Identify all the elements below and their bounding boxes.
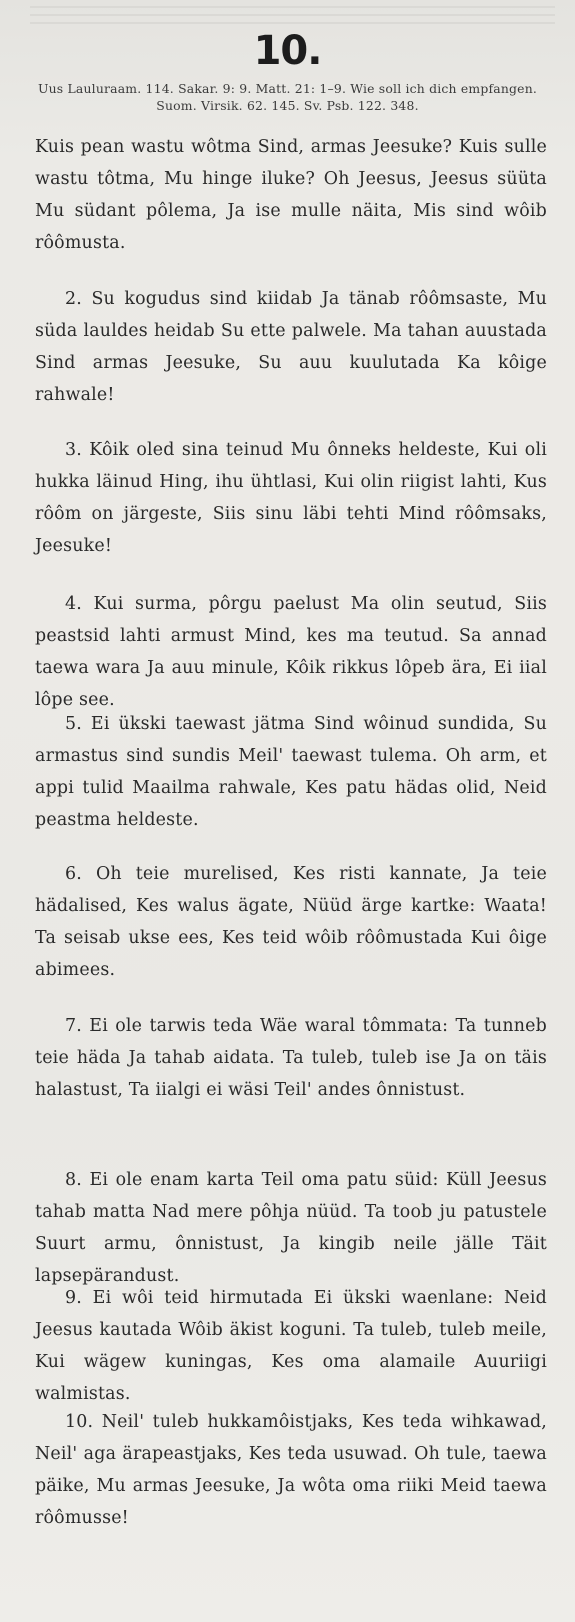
verse-number: 10. [65,1412,94,1432]
hymn-number: 10. [253,28,322,74]
verse-text: Kuis pean wastu wôtma Sind, armas Jeesuke? Kuis sulle wastu tôtma, Mu hinge iluke? Oh Jeesus, Jeesus süüta Mu südant pôlema, Ja ise mulle näita, Mis sind wôib rôômusta. [35,137,547,253]
hymn-references: Uus Lauluraam. 114. Sakar. 9: 9. Matt. 21: 1–9. Wie soll ich dich empfangen. Suom. Virsik. 62. 145. Sv. Psb. 122. 348. [37,81,538,113]
verse-10 [35,1406,547,1534]
verse-number: 5. [65,714,82,734]
verse-number: 8. [65,1170,82,1190]
verse-text: Oh teie murelised, Kes risti kannate, Ja teie hädalised, Kes walus ägate, Nüüd ärge kartke: Waata! Ta seisab ukse ees, Kes teid wôib rôômustada Kui ôige abimees. [35,864,547,980]
verse-8 [35,1164,547,1292]
verse-text: Ei ole tarwis teda Wäe waral tômmata: Ta tunneb teie häda Ja tahab aidata. Ta tuleb, tuleb ise Ja on täis halastust, Ta iialgi ei wäsi Teil' andes ônnistust. [35,1016,547,1100]
verse-text: Ei ükski taewast jätma Sind wôinud sundida, Su armastus sind sundis Meil' taewast tulema. Oh arm, et appi tulid Maailma rahwale, Kes patu hädas olid, Neid peastma heldeste. [35,714,547,830]
verse-number: 9. [65,1288,82,1308]
verse-text: Kôik oled sina teinud Mu ônneks heldeste, Kui oli hukka läinud Hing, ihu ühtlasi, Kui olin riigist lahti, Kus rôôm on järgeste, Siis sinu läbi tehti Mind rôômsaks, Jeesuke! [35,440,547,556]
verse-text: Su kogudus sind kiidab Ja tänab rôômsaste, Mu süda lauldes heidab Su ette palwele. Ma tahan auustada Sind armas Jeesuke, Su auu kuulutada Ka kôige rahwale! [35,289,548,405]
verse-9 [35,1282,547,1410]
verse-6 [35,858,547,986]
verse-text: Kui surma, pôrgu paelust Ma olin seutud, Siis peastsid lahti armust Mind, kes ma teutud. Sa annad taewa wara Ja auu minule, Kôik rikkus lôpeb ära, Ei iial lôpe see. [35,594,547,710]
verse-3 [35,434,547,562]
verse-7 [35,1010,547,1106]
verse-text: Ei ole enam karta Teil oma patu süid: Küll Jeesus tahab matta Nad mere pôhja nüüd. Ta toob ju patustele Suurt armu, ônnistust, Ja kingib neile jälle Täit lapsepärandust. [35,1170,547,1286]
verse-2 [35,283,547,411]
verse-number: 2. [65,289,82,309]
verse-number: 6. [65,864,82,884]
verse-number: 4. [65,594,82,614]
verse-text: Neil' tuleb hukkamôistjaks, Kes teda wihkawad, Neil' aga ärapeastjaks, Kes teda usuwad. Oh tule, taewa päike, Mu armas Jeesuke, Ja wôta oma riiki Meid taewa rôômusse! [35,1412,548,1528]
verse-5 [35,708,547,836]
verse-number: 3. [65,440,82,460]
verse-1 [35,131,547,259]
verse-text: Ei wôi teid hirmutada Ei ükski waenlane: Neid Jeesus kautada Wôib äkist koguni. Ta tuleb, tuleb meile, Kui wägew kuningas, Kes oma alamaile Auuriigi walmistas. [35,1288,547,1404]
verse-number: 7. [65,1016,82,1036]
verse-4 [35,588,547,716]
